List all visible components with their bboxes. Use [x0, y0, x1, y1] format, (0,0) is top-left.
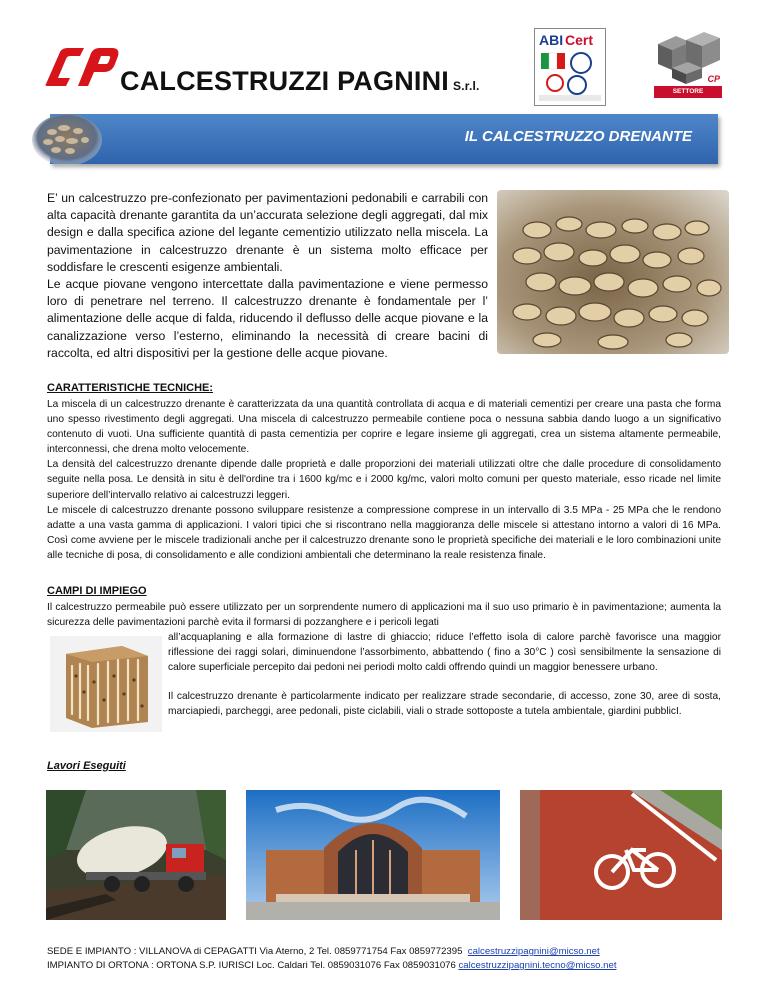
footer-email-link[interactable]: calcestruzzipagnini@micso.net: [467, 946, 600, 957]
certification-graphic: [535, 29, 605, 105]
concrete-truck-photo: [46, 790, 226, 920]
footer-address: IMPIANTO DI ORTONA : ORTONA S.P. IURISCI Loc. Caldari Tel. 0859031076 Fax 0859031076: [47, 960, 456, 971]
pebble-concrete-image: [32, 114, 102, 166]
settore-tecnologico-logo: [650, 30, 726, 107]
title-banner: [50, 114, 718, 164]
drainage-concrete-closeup-image: [497, 190, 729, 354]
company-name-text: CALCESTRUZZI PAGNINI: [120, 66, 449, 96]
drainage-block-image: [50, 636, 162, 732]
campi-heading: CAMPI DI IMPIEGO: [47, 585, 147, 597]
intro-paragraph: E’ un calcestruzzo pre-confezionato per pavimentazioni pedonabili e carrabili con alta capacità drenante garantita da un’accurata selezione degli aggregati, dal mix design e dalla specifica azione del legante cementizio utilizzato nella miscela. La pavimentazione in calcestruzzo drenante è un sistema molto efficace per soddisfare le crescenti esigenze ambientali.: [47, 191, 488, 274]
tech-heading: CARATTERISTICHE TECNICHE:: [47, 382, 214, 394]
church-building-photo: [246, 790, 500, 920]
intro-paragraph: Le acque piovane vengono intercettate dalla pavimentazione e viene permesso loro di penetrare nel terreno. Il calcestruzzo drenante è fondamentale per l’ alimentazione delle acque di falda, riducendo il deflusso delle acque piovane e la canalizzazione verso l’esterno, eliminando la necessità di creare bacini di raccolta, ed altri dispositivi per la gestione delle acque piovane.: [47, 277, 488, 360]
banner-title: IL CALCESTRUZZO DRENANTE: [464, 128, 692, 145]
campi-paragraph: Il calcestruzzo drenante è particolarmente indicato per realizzare strade secondarie, di accesso, zone 30, aree di sosta, marciapiedi, parcheggi, aree pedonali, piste ciclabili, viali o strade sottoposte a tutela ambientale, giardini pubblicI.: [168, 691, 721, 718]
company-suffix: S.r.l.: [453, 79, 480, 93]
company-logo-icon: [40, 44, 122, 88]
footer-line-ortona: [47, 960, 616, 971]
sector-label: SETTORE TECNOLOGICO: [654, 86, 722, 98]
footer-email-link[interactable]: calcestruzzipagnini.tecno@micso.net: [458, 960, 617, 971]
svg-text:ABI: ABI: [539, 32, 564, 48]
tech-paragraph: Le miscele di calcestruzzo drenante possono sviluppare resistenze a compressione comprese in un intervallo di 3.5 MPa - 25 MPa che le rendono adatte a una vasta gamma di applicazioni. I valori tipici che si riscontrano nella maggioranza delle miscele si attestano intorno a valori di 16 MPa. Così come avviene per le miscele tradizionali anche per il calcestruzzo drenante sono le proprietà specifiche dei materiali e le loro combinazioni unite alle tecniche di posa, di consolidamento e alle condizioni ambientali che determinano la reale resistenza finale.: [47, 504, 721, 561]
intro-text: [47, 190, 488, 362]
campi-paragraph: all’acquaplaning e alla formazione di lastre di ghiaccio; riduce l’effetto isola di calore parchè favorisce una maggior riflessione dei raggi solari, diminuendone l’assorbimento, abbattendo ( fino a 30°C ) così sensibilmente la sensazione di calore superficiale percepito dai pedoni nei periodi molto caldi offrendo quindi un maggior benessere urbano.: [168, 632, 721, 674]
footer-address: SEDE E IMPIANTO : VILLANOVA di CEPAGATTI Via Aterno, 2 Tel. 0859771754 Fax 0859772395: [47, 946, 463, 957]
campi-paragraph: Il calcestruzzo permeabile può essere utilizzato per un sorprendente numero di applicazioni ma il suo uso primario è in pavimentazione; aumenta la sicurezza delle pavimentazioni parchè evita il formarsi di pozzanghere e i pericoli legati: [47, 602, 721, 629]
svg-text:Cert: Cert: [565, 32, 594, 48]
tech-paragraph: La densità del calcestruzzo drenante dipende dalle proprietà e dalle proporzioni dei materiali utilizzati oltre che dalle procedure di consolidamento seguite nella posa. Le densità in situ è dell'ordine tra i 1600 kg/mc e i 2000 kg/mc, valori molto comuni per questo materiale, esso ricade nel limite superiore dell’intervallo relativo ai calcestruzzi leggeri.: [47, 459, 721, 501]
footer-line-sede: [47, 946, 600, 957]
tech-paragraph: La miscela di un calcestruzzo drenante è caratterizzata da una quantità controllata di acqua e di materiali cementizi per creare una pasta che forma uno spesso rivestimento degli aggregati. Una miscela di calcestruzzo permeabile contiene poca o nessuna sabbia dando luogo a un significativo contenuto di vuoti. Una sufficiente quantità di pasta cementizia per coprire e legare insieme gli aggregati, crea un sistema altamente permeabile, interconnessi, che drena molto velocemente.: [47, 399, 721, 456]
certification-logo: [534, 28, 606, 106]
sector-cp-mark: CP: [707, 74, 720, 84]
company-name: [120, 66, 480, 97]
tech-text: [47, 397, 721, 563]
lavori-heading: Lavori Eseguiti: [47, 760, 126, 772]
bike-lane-photo: [520, 790, 722, 920]
